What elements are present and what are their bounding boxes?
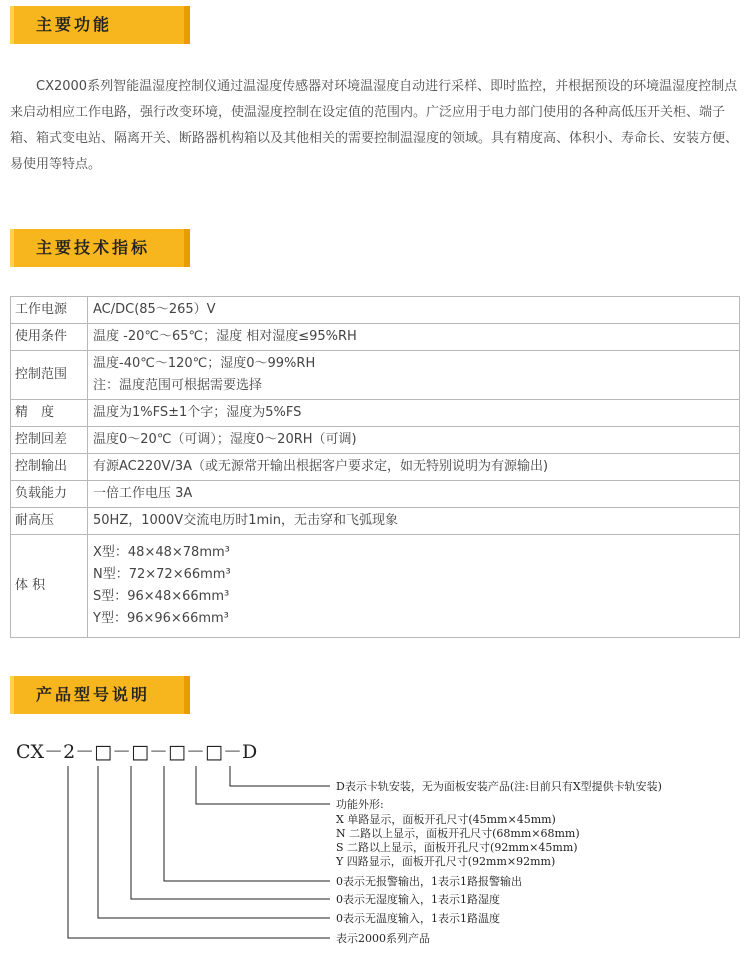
section-title: 主要技术指标 <box>36 238 151 257</box>
spec-value <box>88 535 740 638</box>
note-alarm: 0表示无报警输出，1表示1路报警输出 <box>336 875 522 888</box>
spec-line: N型：72×72×66mm³ <box>93 567 231 582</box>
table-row <box>11 508 740 535</box>
table-row <box>11 481 740 508</box>
table-row <box>11 535 740 638</box>
spec-value: 温度为1%FS±1个字；湿度为5%FS <box>88 400 740 427</box>
model-code: CX－2－□－□－□－□－D <box>16 741 258 763</box>
spec-value <box>88 351 740 400</box>
connector-d <box>230 766 330 786</box>
note-humidity: 0表示无湿度输入，1表示1路湿度 <box>336 893 500 906</box>
model-code-diagram <box>10 736 740 961</box>
note-shape-s: S 二路以上显示，面板开孔尺寸(92mm×45mm) <box>336 841 578 854</box>
note-shape-y: Y 四路显示，面板开孔尺寸(92mm×92mm) <box>336 855 556 868</box>
section-title: 主要功能 <box>36 15 113 34</box>
spec-line: 注：温度范围可根据需要选择 <box>93 378 263 393</box>
spec-value: 50HZ，1000V交流电历时1min，无击穿和飞弧现象 <box>88 508 740 535</box>
section-header-functions <box>10 6 190 44</box>
intro-paragraph: CX2000系列智能温湿度控制仪通过温湿度传感器对环境温湿度自动进行采样、即时监控，并根据预设的环境温湿度控制点来启动相应工作电路，强行改变环境，使温湿度控制在设定值的范围内。广泛应用于电力部门使用的各种高低压开关柜、端子箱、箱式变电站、隔离开关、断路器机构箱以及其他相关的需要控制温湿度的领域。具有精度高、体积小、寿命长、安装方便、易使用等特点。 <box>10 79 739 172</box>
section-title: 产品型号说明 <box>36 685 151 704</box>
spec-value: 温度0～20℃（可调）；湿度0～20RH（可调) <box>88 427 740 454</box>
table-row <box>11 400 740 427</box>
spec-label: 使用条件 <box>11 324 88 351</box>
note-temperature: 0表示无温度输入，1表示1路温度 <box>336 912 500 925</box>
connector-alarm <box>164 766 330 881</box>
spec-line: 温度-40℃～120℃；湿度0～99%RH <box>93 356 316 371</box>
spec-label: 耐高压 <box>11 508 88 535</box>
note-shape-x: X 单路显示，面板开孔尺寸(45mm×45mm) <box>336 813 556 826</box>
specs-table <box>10 296 740 638</box>
table-row <box>11 454 740 481</box>
spec-value: AC/DC(85～265）V <box>88 297 740 324</box>
spec-label: 负载能力 <box>11 481 88 508</box>
spec-label: 控制回差 <box>11 427 88 454</box>
spec-line: X型：48×48×78mm³ <box>93 545 230 560</box>
spec-label: 体 积 <box>11 535 88 638</box>
connector-lines <box>68 766 330 938</box>
spec-label: 控制范围 <box>11 351 88 400</box>
note-d: D表示卡轨安装，无为面板安装产品(注:目前只有X型提供卡轨安装) <box>336 780 662 793</box>
spec-label: 控制输出 <box>11 454 88 481</box>
spec-label: 精 度 <box>11 400 88 427</box>
spec-value: 温度 -20℃～65℃；湿度 相对湿度≤95%RH <box>88 324 740 351</box>
spec-label: 工作电源 <box>11 297 88 324</box>
section-header-specs <box>10 229 190 267</box>
spec-value: 一倍工作电压 3A <box>88 481 740 508</box>
spec-line: S型：96×48×66mm³ <box>93 589 230 604</box>
spec-line: Y型：96×96×66mm³ <box>93 611 229 626</box>
table-row <box>11 297 740 324</box>
note-shape-title: 功能外形: <box>336 798 384 811</box>
note-series: 表示2000系列产品 <box>336 932 430 945</box>
table-row <box>11 351 740 400</box>
table-row <box>11 324 740 351</box>
spec-value: 有源AC220V/3A（或无源常开输出根据客户要求定，如无特别说明为有源输出) <box>88 454 740 481</box>
connector-shape <box>196 766 330 804</box>
section-header-model <box>10 676 190 714</box>
note-shape-n: N 二路以上显示，面板开孔尺寸(68mm×68mm) <box>336 827 580 840</box>
connector-temperature <box>98 766 330 918</box>
table-row <box>11 427 740 454</box>
connector-series <box>68 766 330 938</box>
